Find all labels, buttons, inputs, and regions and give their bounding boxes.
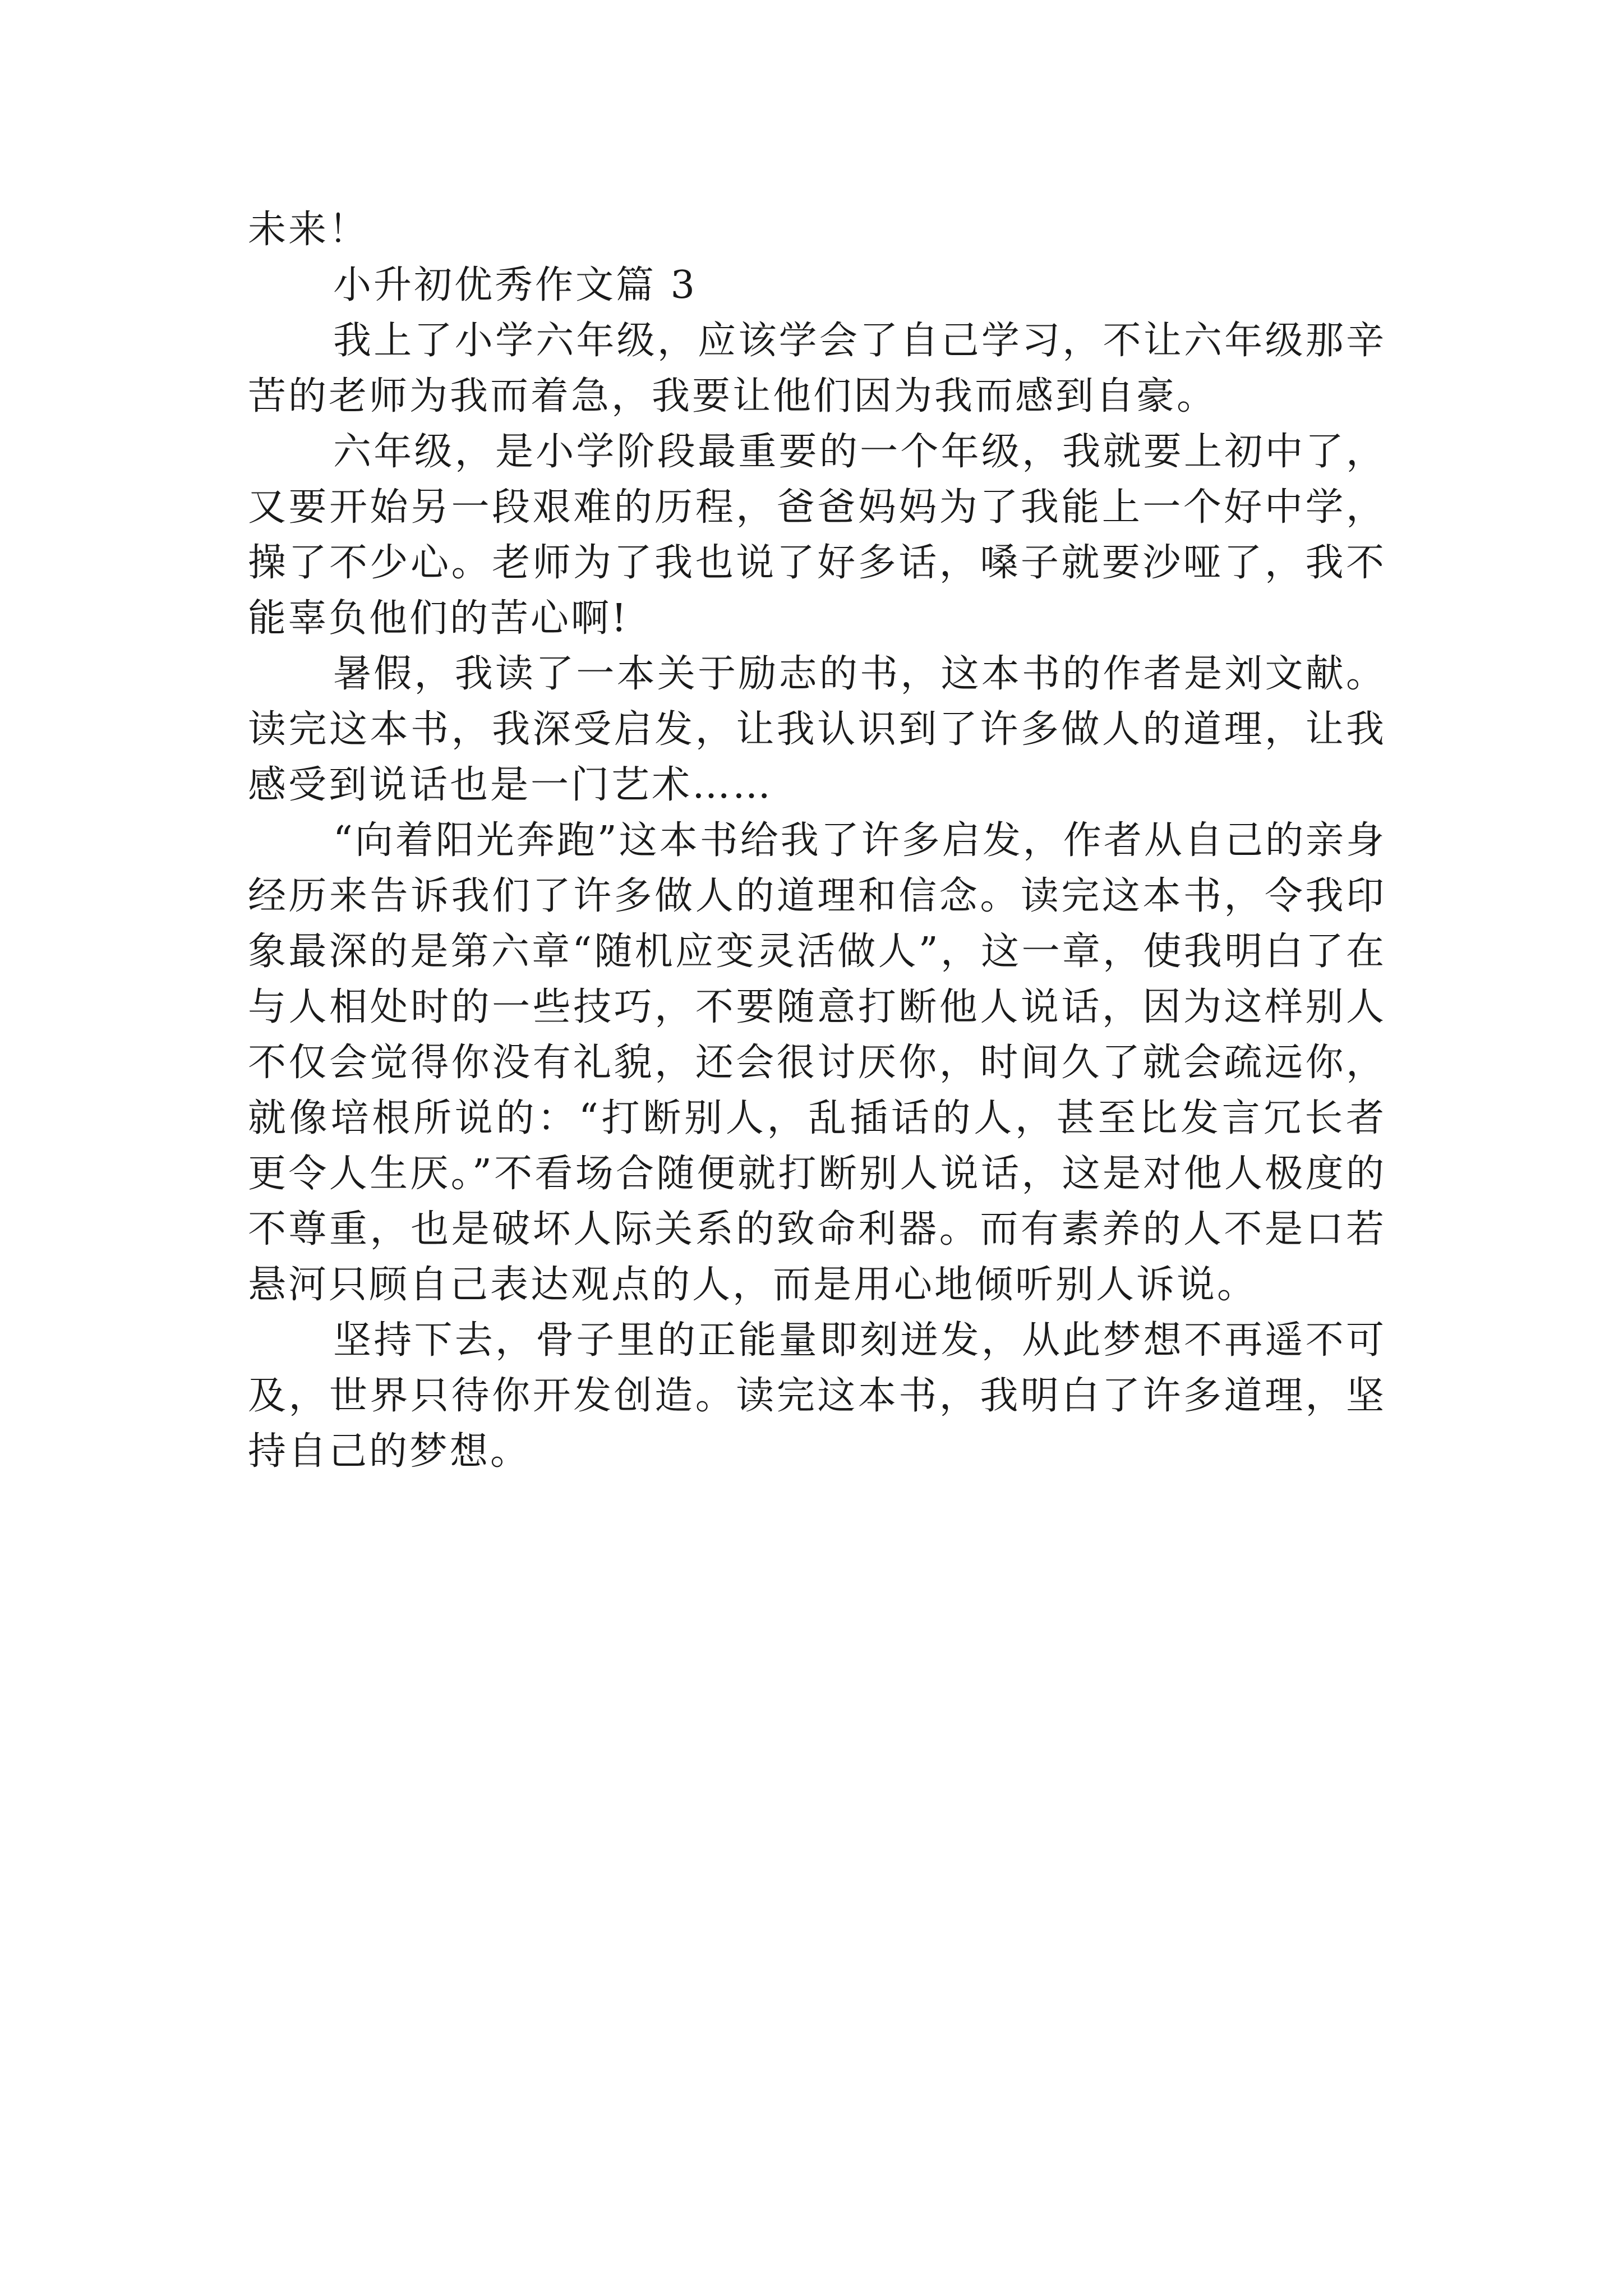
paragraph-4: “向着阳光奔跑”这本书给我了许多启发，作者从自己的亲身经历来告诉我们了许多做人的道理和信念。读完这本书，令我印象最深的是第六章“随机应变灵活做人”，这一章，使我明白了在与人相处时的一些技巧，不要随意打断他人说话，因为这样别人不仅会觉得你没有礼貌，还会很讨厌你，时间久了就会疏远你，就像培根所说的：“打断别人，乱插话的人，甚至比发言冗长者更令人生厌。”不看场合随便就打断别人说话，这是对他人极度的不尊重，也是破坏人际关系的致命利器。而有素养的人不是口若悬河只顾自己表达观点的人，而是用心地倾听别人诉说。 bbox=[248, 818, 1386, 1307]
continuation-text: 未来！ bbox=[248, 208, 370, 252]
document-body bbox=[248, 202, 1386, 1479]
paragraph-3: 暑假，我读了一本关于励志的书，这本书的作者是刘文献。读完这本书，我深受启发，让我认识到了许多做人的道理，让我感受到说话也是一门艺术…… bbox=[248, 652, 1386, 807]
paragraph-1: 我上了小学六年级，应该学会了自己学习，不让六年级那辛苦的老师为我而着急，我要让他们因为我而感到自豪。 bbox=[248, 319, 1386, 418]
paragraph-5: 坚持下去，骨子里的正能量即刻迸发，从此梦想不再遥不可及，世界只待你开发创造。读完这本书，我明白了许多道理，坚持自己的梦想。 bbox=[248, 1318, 1386, 1474]
paragraph-2: 六年级，是小学阶段最重要的一个年级，我就要上初中了，又要开始另一段艰难的历程，爸爸妈妈为了我能上一个好中学，操了不少心。老师为了我也说了好多话，嗓子就要沙哑了，我不能辜负他们的苦心啊! bbox=[248, 430, 1386, 641]
section-title: 小升初优秀作文篇 3 bbox=[333, 263, 697, 307]
